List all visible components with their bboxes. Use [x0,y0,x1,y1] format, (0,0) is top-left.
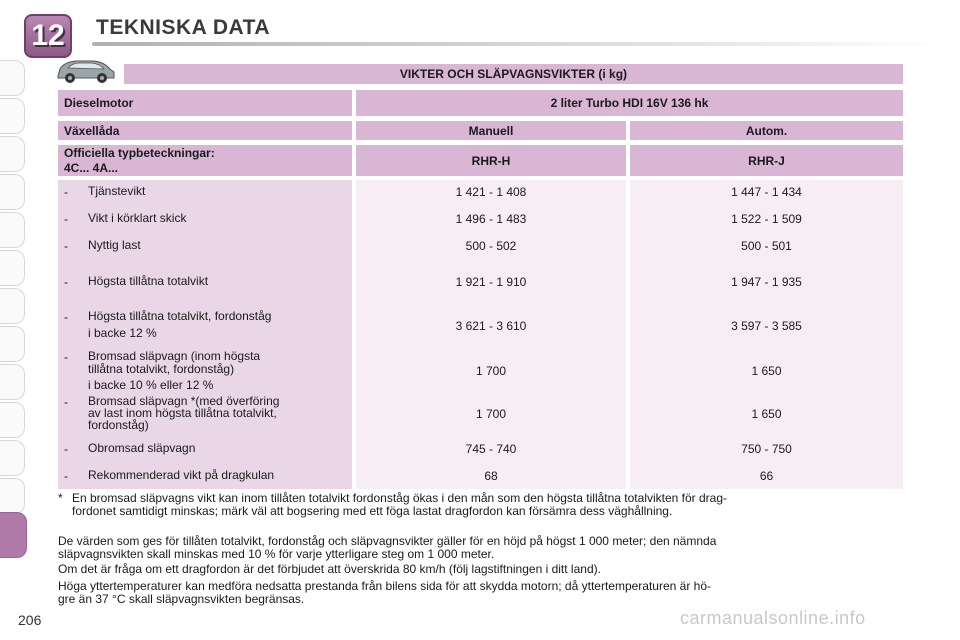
footnote [58,492,908,518]
row-value-manual: 500 - 502 [465,239,517,253]
chapter-tab[interactable] [0,212,25,248]
type-code-label-line2: 4C... 4A... [64,160,119,175]
chapter-tab[interactable] [0,326,25,362]
row-label-continued: tillåtna totalvikt, fordonståg) [88,362,235,376]
row-label-continued: i backe 12 % [88,326,157,340]
row-label-continued: av last inom högsta tillåtna totalvikt, [88,406,277,420]
row-value-manual: 3 621 - 3 610 [455,319,527,333]
row-dash: - [64,395,68,409]
row-value-auto: 3 597 - 3 585 [731,319,802,333]
chapter-tab[interactable] [0,60,25,96]
row-value-auto: 1 947 - 1 935 [731,275,802,289]
row-label: Tjänstevikt [88,184,146,198]
header-divider [92,42,942,46]
chapter-tab-active[interactable] [0,512,27,558]
row-label-continued: fordonståg) [88,418,149,432]
type-code-label [58,145,352,176]
paragraph-line: Höga yttertemperaturer kan medföra nedsatta prestanda från bilens sida för att skydda motorn; då yttertemperaturen är hö- [58,579,712,593]
table-row [58,310,903,342]
row-dash: - [64,310,68,324]
table-row [58,350,903,392]
row-label: Obromsad släpvagn [88,441,196,455]
row-value-manual: 1 496 - 1 483 [455,212,527,226]
row-label-continued: i backe 10 % eller 12 % [88,378,214,392]
section-title: VIKTER OCH SLÄPVAGNSVIKTER (i kg) [124,64,903,84]
row-label: Nyttig last [88,238,141,252]
row-dash: - [64,212,68,226]
chapter-tab-strip [0,60,26,570]
type-code-row [58,145,903,176]
row-value-manual: 1 421 - 1 408 [455,185,527,199]
row-value-manual: 745 - 740 [465,442,517,456]
row-label: Högsta tillåtna totalvikt [88,274,209,288]
row-label: Bromsad släpvagn *(med överföring [88,394,280,408]
engine-value: 2 liter Turbo HDI 16V 136 hk [356,90,903,116]
gearbox-auto: Autom. [630,121,903,140]
chapter-tab[interactable] [0,402,25,438]
row-label: Högsta tillåtna totalvikt, fordonståg [88,309,272,323]
chapter-tab[interactable] [0,288,25,324]
row-value-manual: 1 700 [475,364,507,378]
row-value-auto: 1 522 - 1 509 [731,212,802,226]
row-dash: - [64,442,68,456]
engine-row [58,90,903,116]
footnote-line: En bromsad släpvagns vikt kan inom tillåten totalvikt fordonståg ökas i den mån som den högsta tillåtna totalvikten för drag- [72,491,728,505]
row-value-auto: 500 - 501 [741,239,792,253]
footnote-star: * [58,491,63,505]
row-dash: - [64,239,68,253]
row-dash: - [64,185,68,199]
type-code-auto: RHR-J [630,145,903,176]
row-label: Bromsad släpvagn (inom högsta [88,349,261,363]
type-code-manual: RHR-H [356,145,626,176]
row-dash: - [64,275,68,289]
page-title: TEKNISKA DATA [96,16,271,39]
row-value-auto: 1 650 [751,364,782,378]
gearbox-label: Växellåda [58,121,352,140]
table-row [58,395,903,435]
row-value-auto: 1 650 [751,407,782,421]
row-label: Rekommenderad vikt på dragkulan [88,468,275,482]
watermark: carmanualsonline.info [680,608,866,628]
paragraph-altitude [58,535,908,561]
chapter-tab[interactable] [0,250,25,286]
row-value-auto: 66 [759,469,774,483]
row-value-manual: 1 921 - 1 910 [455,275,527,289]
paragraph-speed [58,563,908,576]
gearbox-manual: Manuell [356,121,626,140]
row-value-auto: 1 447 - 1 434 [731,185,802,199]
chapter-number-badge: 12 [24,14,72,58]
gearbox-row [58,121,903,140]
chapter-tab[interactable] [0,174,25,210]
row-dash: - [64,350,68,364]
row-value-manual: 68 [484,469,498,483]
paragraph-line: Om det är fråga om ett dragfordon är det förbjudet att överskrida 80 km/h (följ lagstiftningen i ditt land). [58,562,601,576]
paragraph-line: gre än 37 °C skall släpvagnsvikten begränsas. [58,592,305,606]
paragraph-line: släpvagnsvikten skall minskas med 10 % för varje ytterligare steg om 1 000 meter. [58,547,495,561]
footnote-line: fordonet samtidigt minskas; märk väl att bogsering med ett föga lastat dragfordon kan försämra dess väghållning. [72,504,673,518]
paragraph-temperature [58,580,908,606]
chapter-tab[interactable] [0,98,25,134]
type-code-label-line1: Officiella typbeteckningar: [64,145,215,160]
engine-label: Dieselmotor [58,90,352,116]
row-dash: - [64,469,68,483]
car-icon [54,56,118,84]
page-number: 206 [18,612,42,628]
chapter-tab[interactable] [0,136,25,172]
chapter-tab[interactable] [0,440,25,476]
chapter-tab[interactable] [0,364,25,400]
chapter-tab[interactable] [0,478,25,514]
row-label: Vikt i körklart skick [88,211,187,225]
row-value-manual: 1 700 [475,407,507,421]
row-value-auto: 750 - 750 [741,442,792,456]
paragraph-line: De värden som ges för tillåten totalvikt, fordonståg och släpvagnsvikter gäller för en höjd på högst 1 000 meter; den nämnda [58,534,717,548]
